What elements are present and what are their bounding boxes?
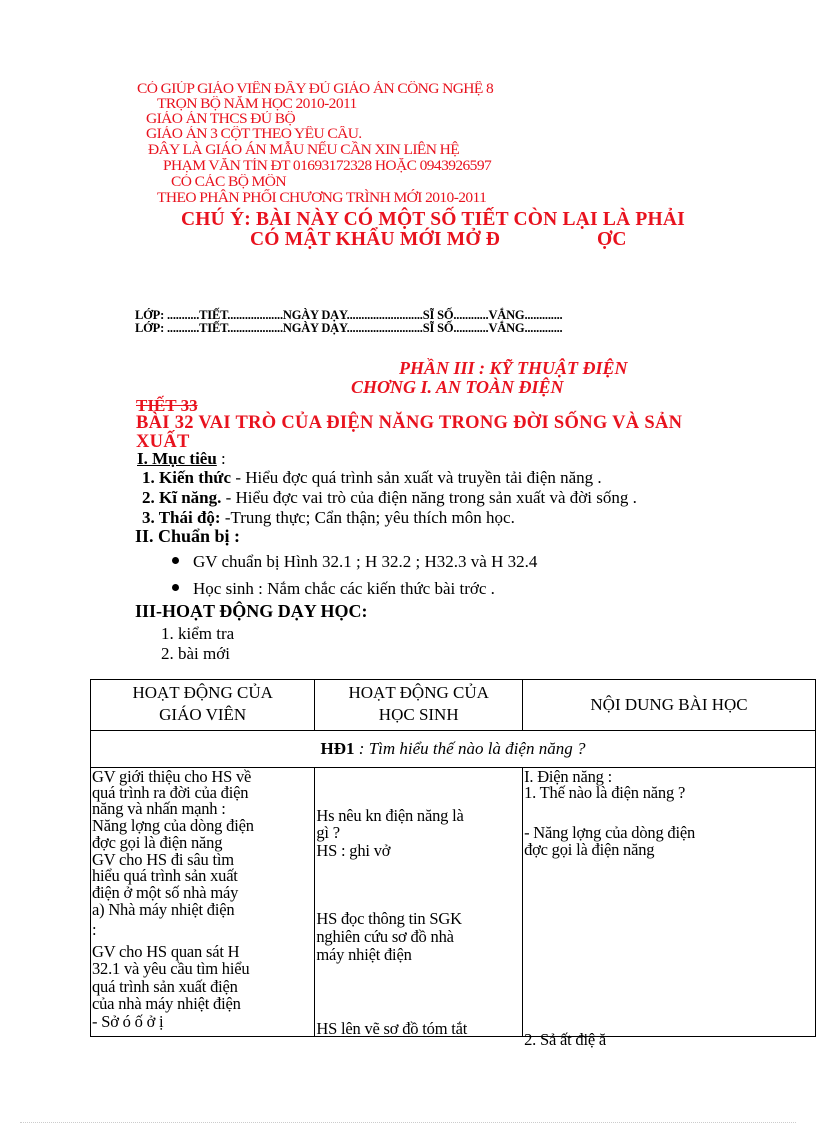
teacher-cell-content [91, 768, 314, 1036]
header-line-5: ĐÂY LÀ GIÁO ÁN MẪU NẾU CẦN XIN LIÊN HỆ [148, 142, 460, 158]
objective-text: - Hiểu đợc quá trình sản xuất và truyền tải điện năng . [231, 468, 602, 487]
cell-line: đợc gọi là điện năng [524, 840, 655, 859]
cell-line: : [92, 920, 97, 939]
header-teacher-line-1: HOẠT ĐỘNG CỦA [132, 683, 273, 702]
objective-skill [142, 489, 637, 506]
cell-line: GV giới thiệu cho HS về [92, 767, 252, 786]
teacher-cell [91, 768, 315, 1037]
cell-line: - Năng lợng của dòng điện [524, 823, 696, 842]
objective-attitude [142, 509, 515, 526]
lesson-title-line-2: XUẤT [136, 432, 190, 452]
header-line-8: THEO PHÂN PHỐI CHƯƠNG TRÌNH MỚI 2010-2011 [157, 190, 487, 206]
activity-cell [91, 731, 816, 768]
bullet-icon [172, 584, 179, 591]
prep-item-teacher [172, 553, 537, 570]
header-content-label: NỘI DUNG BÀI HỌC [590, 695, 748, 714]
header-cell-student [315, 680, 523, 731]
preparation-heading: II. Chuẩn bị : [135, 526, 241, 546]
objective-text: - Hiểu đợc vai trò của điện năng trong sản xuất và đời sống . [221, 488, 637, 507]
header-line-1: CÓ GIÚP GIÁO VIÊN ĐẦY ĐỦ GIÁO ÁN CÔNG NGHỆ 8 [137, 81, 494, 97]
activities-heading: III-HOẠT ĐỘNG DẠY HỌC: [135, 601, 368, 621]
cell-line: quá trình sản xuất điện [92, 977, 238, 996]
class-info-line-2: LỚP: ...........TIẾT...................NGÀY DẠY..........................SĨ SỐ............VẮNG............. [135, 321, 563, 335]
student-cell [315, 768, 523, 1037]
objectives-colon: : [216, 449, 226, 468]
cell-line: 2. Sả ất điệ ă [524, 1030, 607, 1049]
cell-line: gì ? [316, 823, 340, 842]
student-cell-content [315, 768, 522, 1036]
activity-row [91, 731, 816, 768]
cell-line: 1. Thế nào là điện năng ? [524, 783, 686, 802]
cell-line: nghiên cứu sơ đồ nhà [316, 927, 454, 946]
objective-text: -Trung thực; Cẩn thận; yêu thích môn học. [220, 508, 515, 527]
lesson-title-line-1: BÀI 32 VAI TRÒ CỦA ĐIỆN NĂNG TRONG ĐỜI SỐNG VÀ SẢN [136, 413, 683, 433]
content-cell [523, 767, 816, 1049]
cell-line: đợc gọi là điện năng [92, 833, 223, 852]
activity-item-1: 1. kiểm tra [161, 624, 235, 643]
cell-line: máy nhiệt điện [316, 945, 412, 964]
warning-line-1: CHÚ Ý: BÀI NÀY CÓ MỘT SỐ TIẾT CÒN LẠI LÀ PHẢI [181, 209, 685, 230]
header-line-4: GIÁO ÁN 3 CỘT THEO YÊU CẦU. [146, 126, 362, 142]
cell-line: điện ở một số nhà máy [92, 883, 239, 902]
cell-line: quá trình ra đời của điện [92, 783, 249, 802]
header-line-3: GIÁO ÁN THCS ĐỦ BỘ [146, 111, 296, 127]
cell-line: GV cho HS đi sâu tìm [92, 850, 234, 869]
activity-text: : Tìm hiểu thế nào là điện năng ? [354, 739, 586, 758]
cell-line: HS : ghi vở [316, 841, 391, 860]
cell-line: của nhà máy nhiệt điện [92, 994, 241, 1013]
header-student-line-1: HOẠT ĐỘNG CỦA [348, 683, 489, 702]
lesson-table [90, 679, 816, 1049]
header-cell-content [523, 680, 816, 731]
chapter-title: CHƠNG I. AN TOÀN ĐIỆN [351, 377, 564, 397]
objective-knowledge [142, 469, 602, 486]
header-line-7: CÓ CÁC BỘ MÔN [171, 174, 286, 190]
cell-line: hiểu quá trình sản xuất [92, 866, 238, 885]
warning-line-2b: ỢC [597, 229, 627, 250]
prep-item-student [172, 580, 495, 597]
bullet-icon [172, 557, 179, 564]
prep-item-text: Học sinh : Nắm chắc các kiến thức bài trớc . [193, 579, 495, 598]
cell-line: - Sở ó ố ở ị [92, 1012, 164, 1031]
cell-line: Năng lợng của dòng điện [92, 816, 254, 835]
objective-label: 2. Kĩ năng. [142, 488, 222, 507]
objective-label: 3. Thái độ: [142, 508, 221, 527]
table-header-row [91, 680, 816, 731]
header-line-6: PHẠM VĂN TÍN ĐT 01693172328 HOẶC 0943926597 [163, 158, 492, 174]
activity-label: HĐ1 [320, 739, 355, 758]
cell-line: 32.1 và yêu cầu tìm hiểu [92, 959, 250, 978]
activity-item-2: 2. bài mới [161, 644, 230, 663]
cell-line: HS lên vẽ sơ đồ tóm tắt [316, 1019, 468, 1038]
content-cell-content [523, 767, 815, 1049]
header-cell-teacher [91, 680, 315, 731]
table-row [91, 768, 816, 1037]
cell-line: GV cho HS quan sát H [92, 942, 240, 961]
cell-line: I. Điện năng : [524, 767, 612, 786]
header-line-2: TRỌN BỘ NĂM HỌC 2010-2011 [157, 96, 357, 112]
class-info-line-1: LỚP: ...........TIẾT...................NGÀY DẠY..........................SĨ SỐ............VẮNG............. [135, 308, 563, 322]
period-label: TIẾT 33 [136, 396, 198, 415]
header-teacher-line-2: GIÁO VIÊN [159, 705, 247, 724]
part-title: PHẦN III : KỸ THUẬT ĐIỆN [399, 358, 628, 378]
objective-label: 1. Kiến thức [142, 468, 232, 487]
cell-line: HS đọc thông tin SGK [316, 909, 462, 928]
objectives-title: I. Mục tiêu [137, 449, 217, 468]
cell-line: Hs nêu kn điện năng là [316, 806, 464, 825]
cell-line: a) Nhà máy nhiệt điện [92, 900, 235, 919]
header-student-line-2: HỌC SINH [378, 705, 459, 724]
objectives-heading [137, 450, 226, 467]
cell-line: năng và nhấn mạnh : [92, 799, 226, 818]
prep-item-text: GV chuẩn bị Hình 32.1 ; H 32.2 ; H32.3 và H 32.4 [193, 552, 538, 571]
warning-line-2a: CÓ MẬT KHẨU MỚI MỞ Đ [250, 229, 501, 250]
